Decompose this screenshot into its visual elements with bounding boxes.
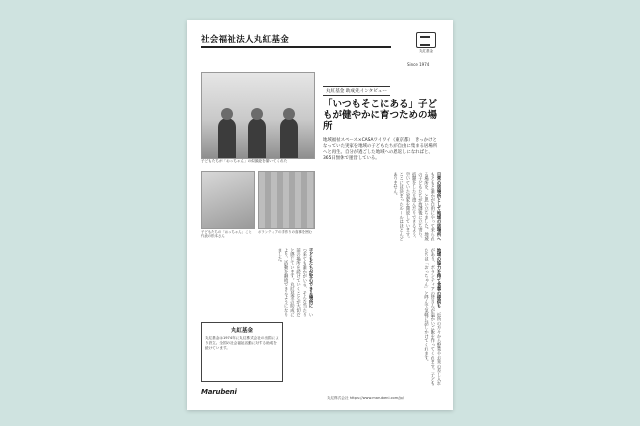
header-rule: [201, 46, 391, 48]
column-heading: 子どもたちが安心できる場所に: [308, 248, 313, 309]
article-headline: 「いつもそこにある」子どもが健やかに育つための場所: [323, 99, 438, 132]
room-photo: [258, 171, 315, 229]
photo-caption-left: 子どもたちの「おっちゃん」こと代表の松本さん: [201, 230, 252, 239]
info-box-title: 丸紅基金: [230, 328, 253, 334]
section-label: 丸紅基金 助成先インタビュー: [323, 86, 390, 96]
column-heading: 日常の居場所として地域の居場所へ: [436, 172, 441, 241]
marubeni-logo: Marubeni: [201, 388, 237, 396]
representative-photo: [201, 171, 255, 229]
column-heading: 地域の協力を得て食事の提供も: [436, 248, 441, 309]
logo-icon: [416, 32, 436, 48]
child-figure: [280, 118, 298, 158]
article-lead: 地域福祉スペース×CASAワイワイ（東京都） きっかけとなっていた実家を地域の子どもたちが自由に集まる居場所へと再生。自分が過ごした地域への恩返しになればと、365日無休で運営している。: [323, 138, 438, 161]
child-figure: [248, 118, 266, 158]
foundation-logo: [411, 32, 441, 58]
column-body: もともと誰かが自由にやって来られる場所を、と思い立ちました。地域の子どもたちが放課後に立ち寄り、宿題をしたり遊んだりできるよう、空いていた実家を開放しています。ここには決まったルールはほとんどありません。: [392, 172, 435, 241]
info-box: [201, 322, 283, 382]
since-label: Since 1974: [407, 62, 430, 67]
child-head: [251, 108, 263, 120]
document-page: [187, 20, 453, 410]
footer-url: 丸紅株式会社 https://www.marubeni.com/jp/: [327, 396, 404, 400]
column-body: いつ来ても誰かがいる、そんな当たり前の場所を続けていくことが大切だと感じています。丸紅基金の助成により、活動を継続できるようになりました。: [276, 248, 313, 317]
logo-caption: 丸紅基金: [419, 49, 433, 53]
page-header-title: 社会福祉法人丸紅基金: [201, 35, 290, 45]
children-photo: [201, 72, 315, 159]
photo-caption-main: 子どもたちが「おっちゃん」の似顔絵を描いてくれた: [201, 159, 288, 163]
child-head: [221, 108, 233, 120]
article-column-1: [321, 172, 441, 244]
child-figure: [218, 118, 236, 158]
child-head: [283, 108, 295, 120]
article-column-3: [201, 248, 313, 318]
photo-caption-right: ボランティアの手作りの食事を囲む: [258, 230, 312, 234]
column-body: 近所の方々から野菜やお米の差し入れがあり、ボランティアの皆さんが温かいご飯を作ってくれます。子どもたちは「おっちゃん」と呼んで気軽に話しかけてくれます。: [423, 248, 441, 386]
info-box-body: 丸紅基金は1974年に丸紅株式会社の出捐により設立。全国の社会福祉活動に対する助成を続けています。: [205, 336, 279, 350]
article-column-2: [321, 248, 441, 388]
